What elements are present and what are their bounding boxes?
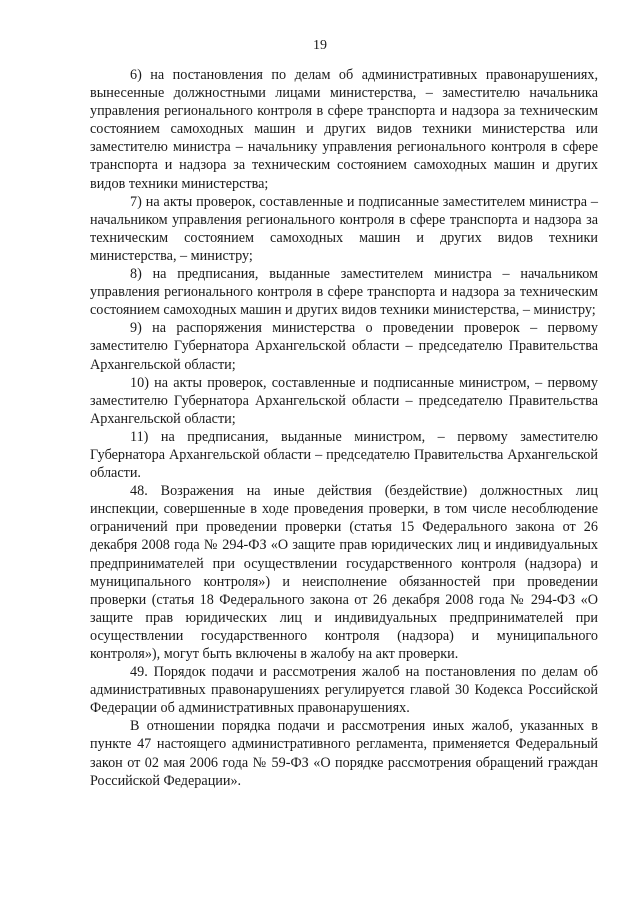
page-number: 19 <box>313 38 327 53</box>
paragraph-item-11: 11) на предписания, выданные министром, – первому заместителю Губернатора Архангельской области – председателю Правительства Архангельской области. <box>90 428 598 482</box>
paragraph-section-48: 48. Возражения на иные действия (бездействие) должностных лиц инспекции, совершенные в ходе проведения проверки, в том числе несоблюдение ограничений при проведении проверки (статья 15 Федерального закона от 26 декабря 2008 года № 294-ФЗ «О защите прав юридических лиц и индивидуальных предпринимателей при осуществлении государственного контроля (надзора) и муниципального контроля») и неисполнение обязанностей при проведении проверки (статья 18 Федерального закона от 26 декабря 2008 года № 294-ФЗ «О защите прав юридических лиц и индивидуальных предпринимателей при осуществлении государственного контроля (надзора) и муниципального контроля»), могут быть включены в жалобу на акт проверки. <box>90 483 598 662</box>
paragraph-item-10: 10) на акты проверок, составленные и подписанные министром, – первому заместителю Губернатора Архангельской области – председателю Правительства Архангельской области; <box>90 374 598 427</box>
paragraph-item-8: 8) на предписания, выданные заместителем министра – начальником управления регионального контроля в сфере транспорта и надзора за техническим состоянием самоходных машин и других видов техники министерства, – министру; <box>90 266 598 319</box>
paragraph-item-9: 9) на распоряжения министерства о проведении проверок – первому заместителю Губернатора Архангельской области – председателю Правительства Архангельской области; <box>90 320 598 373</box>
paragraph-other-complaints: В отношении порядка подачи и рассмотрения иных жалоб, указанных в пункте 47 настоящего административного регламента, применяется Федеральный закон от 02 мая 2006 года № 59-ФЗ «О порядке рассмотрения обращений граждан Российской Федерации». <box>90 718 598 789</box>
paragraph-item-7: 7) на акты проверок, составленные и подписанные заместителем министра – начальником управления регионального контроля в сфере транспорта и надзора за техническим состоянием самоходных машин и других видов техники министерства, – министру; <box>90 193 598 264</box>
document-body <box>90 66 598 790</box>
paragraph-section-49: 49. Порядок подачи и рассмотрения жалоб на постановления по делам об административных правонарушениях регулируется главой 30 Кодекса Российской Федерации об административных правонарушениях. <box>90 664 598 717</box>
paragraph-item-6: 6) на постановления по делам об административных правонарушениях, вынесенные должностными лицами министерства, – заместителю начальника управления регионального контроля в сфере транспорта и надзора за техническим состоянием самоходных машин и других видов техники министерства или заместителю министра – начальнику управления регионального контроля в сфере транспорта и надзора за техническим состоянием самоходных машин и других видов техники министерства; <box>90 67 598 192</box>
